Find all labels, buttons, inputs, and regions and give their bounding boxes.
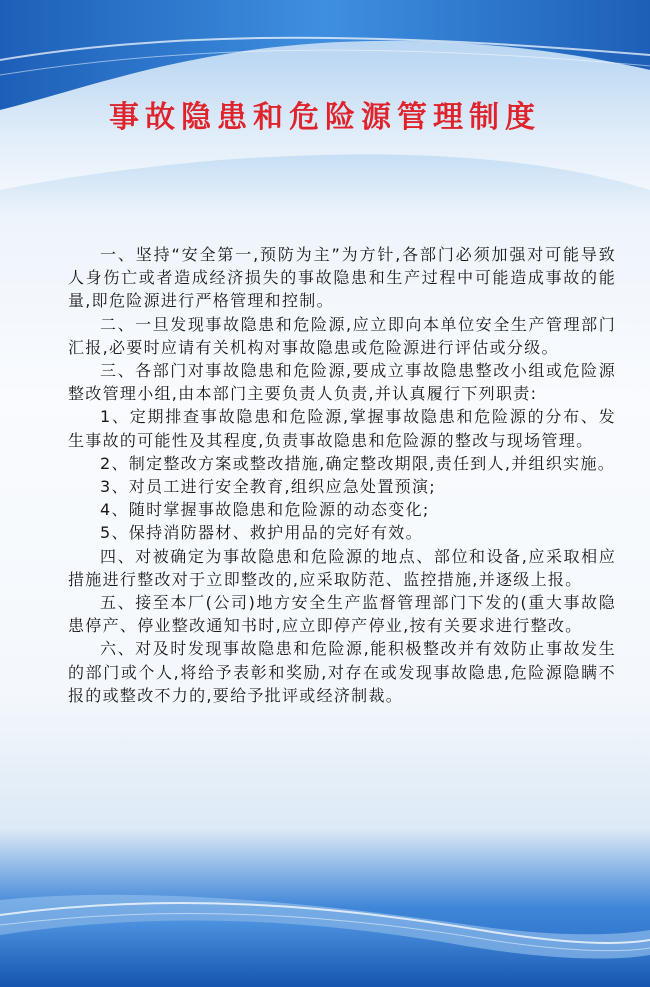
duty-item-2: 2、制定整改方案或整改措施,确定整改期限,责任到人,并组织实施。 xyxy=(100,453,616,473)
page-title: 事故隐患和危险源管理制度 xyxy=(109,100,541,135)
duty-item-4: 4、随时掌握事故隐患和危险源的动态变化; xyxy=(100,500,430,520)
paragraph-1: 一、坚持“安全第一,预防为主”为方针,各部门必须加强对可能导致人身伤亡或者造成经济损失的事故隐患和生产过程中可能造成事故的能量,即危险源进行严格管理和控制。 xyxy=(68,245,616,311)
duty-item-1: 1、定期排查事故隐患和危险源,掌握事故隐患和危险源的分布、发生事故的可能性及其程度,负责事故隐患和危险源的整改与现场管理。 xyxy=(68,407,616,450)
paragraph-6: 六、对及时发现事故隐患和危险源,能积极整改并有效防止事故发生的部门或个人,将给予表彰和奖励,对存在或发现事故隐患,危险源隐瞒不报的或整改不力的,要给予批评或经济制裁。 xyxy=(68,639,616,705)
paragraph-2: 二、一旦发现事故隐患和危险源,应立即向本单位安全生产管理部门汇报,必要时应请有关机构对事故隐患或危险源进行评估或分级。 xyxy=(68,314,616,357)
regulation-body xyxy=(68,243,616,707)
duty-item-5: 5、保持消防器材、救护用品的完好有效。 xyxy=(100,523,423,543)
paragraph-4: 四、对被确定为事故隐患和危险源的地点、部位和设备,应采取相应措施进行整改对于立即整改的,应采取防范、监控措施,并逐级上报。 xyxy=(68,546,616,589)
duty-item-3: 3、对员工进行安全教育,组织应急处置预演; xyxy=(100,477,436,497)
paragraph-3: 三、各部门对事故隐患和危险源,要成立事故隐患整改小组或危险源整改管理小组,由本部门主要负责人负责,并认真履行下列职责: xyxy=(68,361,616,404)
paragraph-5: 五、接至本厂(公司)地方安全生产监督管理部门下发的(重大事故隐患停产、停业整改通知书时,应立即停产停业,按有关要求进行整改。 xyxy=(68,593,616,636)
